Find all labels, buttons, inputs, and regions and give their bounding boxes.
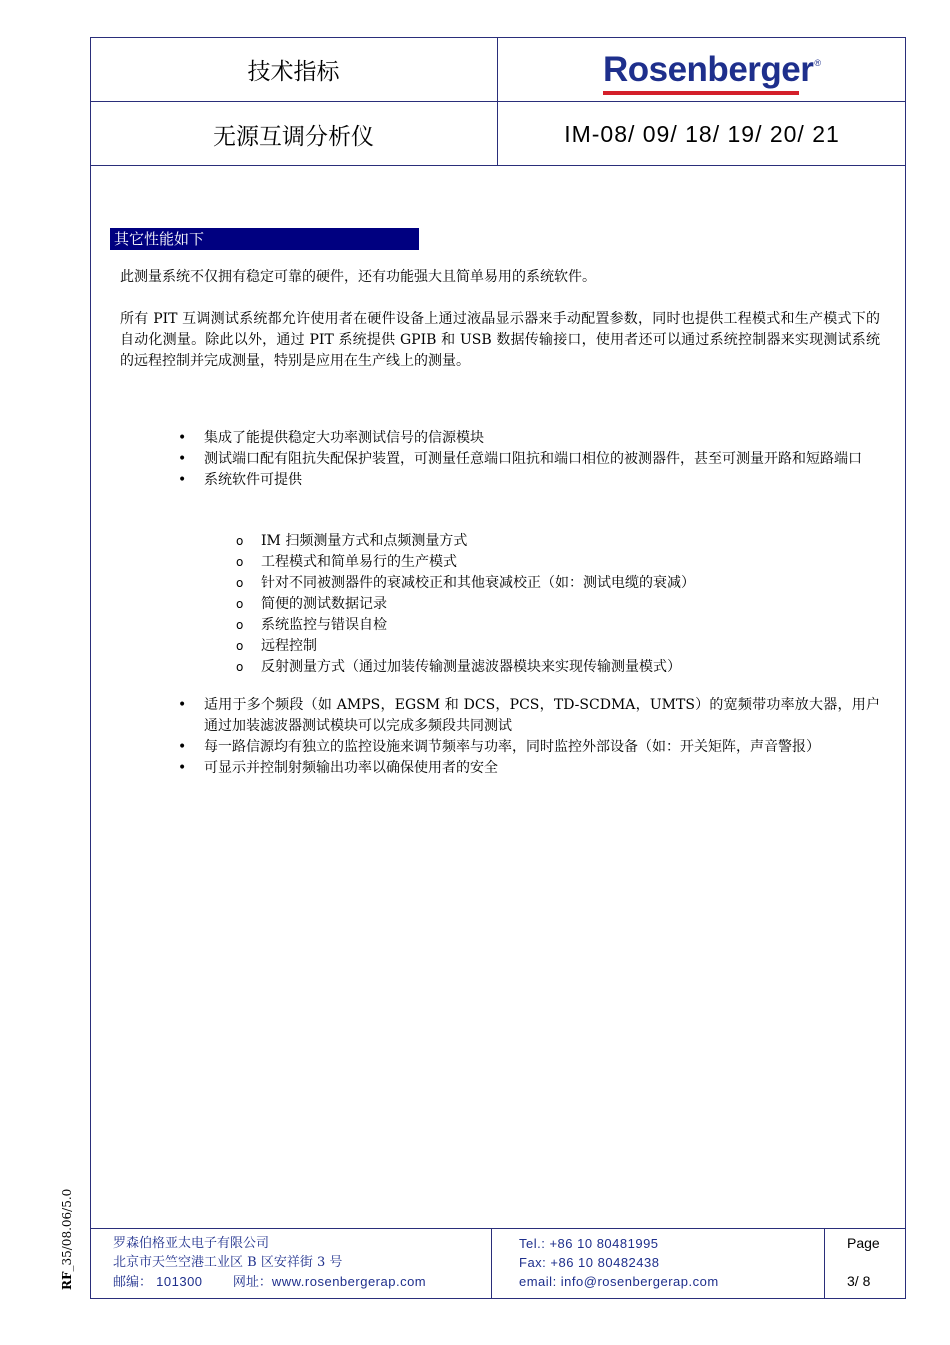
bullet-icon: • (178, 739, 187, 755)
list-item-text: 测试端口配有阻抗失配保护装置，可测量任意端口阻抗和端口相位的被测器件，甚至可测量开路和短路端口 (204, 451, 862, 467)
list-item (175, 449, 880, 470)
list-item (175, 737, 880, 758)
sub-list-item-text: 反射测量方式（通过加装传输测量滤波器模块来实现传输测量模式） (261, 659, 681, 675)
sub-list-item-text: IM 扫频测量方式和点频测量方式 (261, 533, 468, 549)
bullet-icon: • (178, 760, 187, 776)
list-item-text: 每一路信源均有独立的监控设施来调节频率与功率，同时监控外部设备（如：开关矩阵，声音警报） (204, 739, 820, 755)
website-link[interactable]: www.rosenbergerap.com (271, 1274, 427, 1289)
footer-email[interactable]: email: info@rosenbergerap.com (519, 1274, 719, 1289)
logo-cell (498, 37, 906, 102)
sub-list-item (233, 531, 883, 552)
rosenberger-logo (603, 50, 821, 90)
list-item-text: 适用于多个频段（如 AMPS，EGSM 和 DCS，PCS，TD-SCDMA，UMTS）的宽频带功率放大器，用户通过加装滤波器测试模块可以完成多频段共同测试 (204, 697, 880, 734)
sub-list-item (233, 657, 883, 678)
list-item-text: 集成了能提供稳定大功率测试信号的信源模块 (204, 430, 484, 446)
web-label: 网址： (232, 1275, 272, 1290)
logo-wordmark: Rosenberger (602, 49, 814, 89)
sub-list-item (233, 573, 883, 594)
footer-column-divider (491, 1228, 492, 1299)
page-label: Page (847, 1235, 880, 1251)
list-item (175, 428, 880, 449)
sub-list-item (233, 615, 883, 636)
logo-underline-bar (603, 91, 799, 95)
zip-code: 101300 (156, 1274, 203, 1289)
bullet-icon: • (178, 451, 187, 467)
document-code: IM-08/ 09/ 18/ 19/ 20/ 21 (564, 120, 840, 147)
footer-address: 北京市天竺空港工业区 B 区安祥街 3 号 (113, 1255, 343, 1270)
registered-mark: ® (814, 57, 822, 68)
footer-zip-web (113, 1272, 426, 1292)
footer-tel: Tel.: +86 10 80481995 (519, 1236, 659, 1251)
circle-bullet-icon: o (236, 555, 244, 569)
footer-divider (90, 1228, 906, 1229)
circle-bullet-icon: o (236, 534, 244, 548)
list-item (175, 758, 880, 779)
circle-bullet-icon: o (236, 660, 244, 674)
bullet-icon: • (178, 430, 187, 446)
circle-bullet-icon: o (236, 576, 244, 590)
sub-list-item-text: 简便的测试数据记录 (261, 596, 387, 612)
form-code (60, 1189, 74, 1290)
paragraph-control: 所有 PIT 互调测试系统都允许使用者在硬件设备上通过液晶显示器来手动配置参数，同时也提供工程模式和生产模式下的自动化测量。除此以外，通过 PIT 系统提供 GPIB 和 USB 数据传输接口，使用者还可以通过系统控制器来实现测试系统的远程控制并完成测量，特别是应用在生产线上的测量。 (120, 311, 880, 369)
form-code-suffix: _35/08.06/5.0 (60, 1188, 74, 1272)
feature-list-b (175, 695, 880, 779)
sub-list-item-text: 工程模式和简单易行的生产模式 (261, 554, 457, 570)
list-item-text: 系统软件可提供 (204, 472, 302, 488)
footer-fax: Fax: +86 10 80482438 (519, 1255, 660, 1270)
sub-list-item (233, 552, 883, 573)
page-number: 3/ 8 (847, 1273, 871, 1289)
form-code-prefix: RF (60, 1271, 74, 1290)
document-title: 无源互调分析仪 (213, 123, 374, 150)
sub-list-item (233, 636, 883, 657)
list-item (175, 695, 880, 737)
circle-bullet-icon: o (236, 597, 244, 611)
circle-bullet-icon: o (236, 618, 244, 632)
list-item-text: 可显示并控制射频输出功率以确保使用者的安全 (204, 760, 498, 776)
feature-list-a (175, 428, 880, 491)
zip-label: 邮编： (113, 1275, 153, 1290)
footer-company: 罗森伯格亚太电子有限公司 (113, 1236, 270, 1251)
software-feature-list (233, 531, 883, 678)
circle-bullet-icon: o (236, 639, 244, 653)
section-heading: 其它性能如下 (110, 228, 419, 250)
document-type: 技术指标 (247, 59, 340, 85)
paragraph-intro: 此测量系统不仅拥有稳定可靠的硬件，还有功能强大且简单易用的系统软件。 (120, 269, 596, 285)
bullet-icon: • (178, 472, 187, 488)
bullet-icon: • (178, 697, 187, 713)
sub-list-item-text: 系统监控与错误自检 (261, 617, 387, 633)
sub-list-item-text: 远程控制 (261, 638, 317, 654)
sub-list-item-text: 针对不同被测器件的衰减校正和其他衰减校正（如：测试电缆的衰减） (261, 575, 695, 591)
sub-list-item (233, 594, 883, 615)
list-item (175, 470, 880, 491)
footer-column-divider (824, 1228, 825, 1299)
